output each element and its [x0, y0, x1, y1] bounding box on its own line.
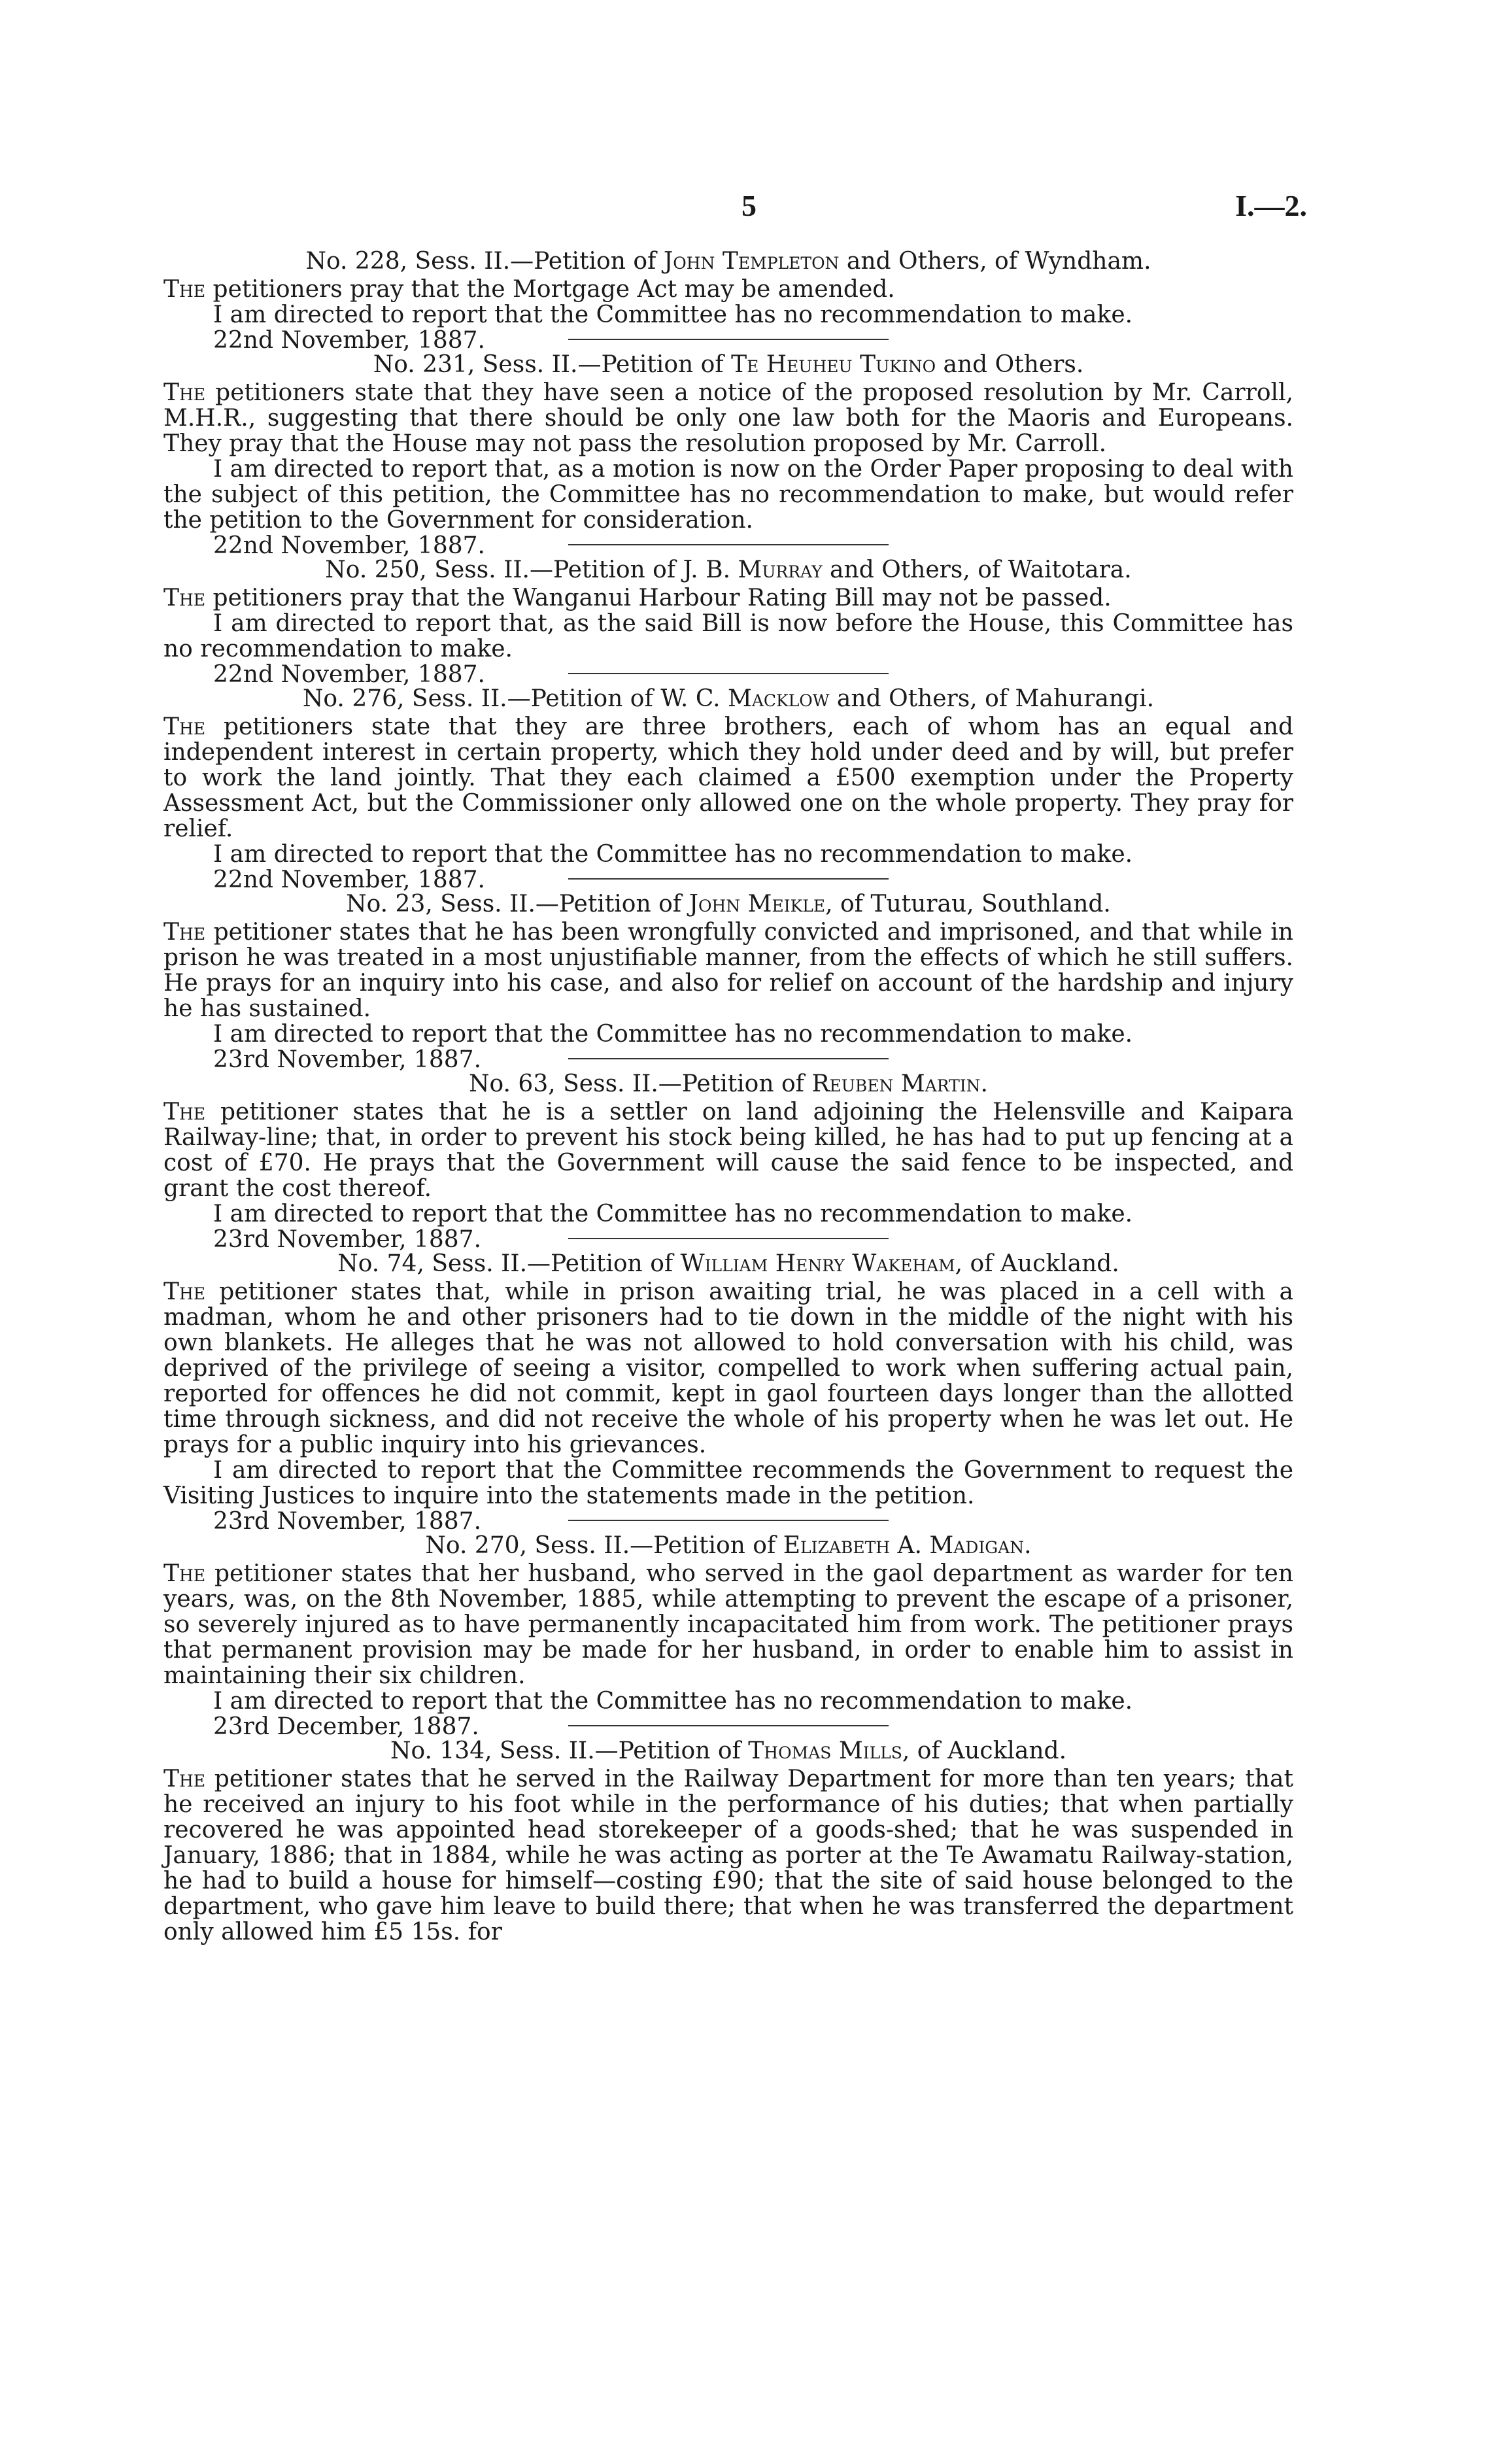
committee-report: I am directed to report that, as the said Bill is now before the House, this Committee has no recommendation to make.: [163, 610, 1293, 662]
report-date: 23rd November, 1887.: [213, 1508, 482, 1535]
petition-heading: No. 23, Sess. II.—Petition of John Meikle, of Tuturau, Southland.: [346, 891, 1111, 917]
document-reference: I.—2.: [1235, 189, 1307, 222]
separator-rule: [568, 1520, 889, 1521]
petition-text: The petitioner states that her husband, who served in the gaol department as warder for ten years, was, on the 8th November, 1885, while attempting to prevent the escape of a prisoner, so severely injured as to have permanently incapacitated him from work. The petitioner prays that permanent provision may be made for her husband, in order to enable him to assist in maintaining their six children.: [163, 1560, 1293, 1689]
separator-rule: [568, 1238, 889, 1239]
petition-heading: No. 270, Sess. II.—Petition of Elizabeth A. Madigan.: [425, 1532, 1032, 1559]
petition-text: The petitioner states that he has been wrongfully convicted and imprisoned, and that while in prison he was treated in a most unjustifiable manner, from the effects of which he still suffers. He prays for an inquiry into his case, and also for relief on account of the hardship and injury he has sustained.: [163, 919, 1293, 1022]
separator-rule: [568, 878, 889, 880]
report-date: 22nd November, 1887.: [213, 327, 485, 354]
petition-entry: [163, 891, 1293, 1073]
petition-entry: [163, 685, 1293, 893]
petition-entry: [163, 1070, 1293, 1253]
petition-heading: No. 231, Sess. II.—Petition of Te Heuheu Tukino and Others.: [373, 351, 1084, 378]
committee-report: I am directed to report that, as a motion is now on the Order Paper proposing to deal with the subject of this petition, the Committee has no recommendation to make, but would refer the petition to the Government for consideration.: [163, 456, 1293, 534]
report-date: 23rd November, 1887.: [213, 1226, 482, 1253]
petition-text: The petitioners state that they have seen a notice of the proposed resolution by Mr. Carroll, M.H.R., suggesting that there should be only one law both for the Maoris and Europeans. They pray that the House may not pass the resolution proposed by Mr. Carroll.: [163, 379, 1293, 457]
document-body: [163, 248, 1293, 1945]
report-date: 23rd December, 1887.: [213, 1713, 479, 1740]
petition-entry: [163, 1532, 1293, 1740]
petition-text: The petitioner states that, while in prison awaiting trial, he was placed in a cell with a madman, whom he and other prisoners had to tie down in the middle of the night with his own blankets. He alleges that he was not allowed to hold conversation with his child, was deprived of the privilege of seeing a visitor, compelled to work when suffering actual pain, reported for offences he did not commit, kept in gaol fourteen days longer than the allotted time through sickness, and did not receive the whole of his property when he was let out. He prays for a public inquiry into his grievances.: [163, 1278, 1293, 1458]
petition-entry: [163, 1738, 1293, 1945]
petition-heading: No. 63, Sess. II.—Petition of Reuben Martin.: [469, 1070, 988, 1097]
report-date: 22nd November, 1887.: [213, 866, 485, 893]
petition-entry: [163, 351, 1293, 559]
petition-text: The petitioners state that they are three brothers, each of whom has an equal and independent interest in certain property, which they hold under deed and by will, but prefer to work the land jointly. That they each claimed a £500 exemption under the Property Assessment Act, but the Commissioner only allowed one on the whole property. They pray for relief.: [163, 713, 1293, 842]
petition-text: The petitioner states that he served in the Railway Department for more than ten years; that he received an injury to his foot while in the performance of his duties; that when partially recovered he was appointed head storekeeper of a goods-shed; that he was suspended in January, 1886; that in 1884, while he was acting as porter at the Te Awamatu Railway-station, he had to build a house for himself—costing £90; that the site of said house belonged to the department, who gave him leave to build there; that when he was transferred the department only allowed him £5 15s. for: [163, 1766, 1293, 1945]
petition-entry: [163, 556, 1293, 688]
separator-rule: [568, 1725, 889, 1726]
committee-report: I am directed to report that the Committee has no recommendation to make.: [213, 841, 1133, 868]
petition-heading: No. 250, Sess. II.—Petition of J. B. Murray and Others, of Waitotara.: [325, 556, 1132, 583]
petition-heading: No. 276, Sess. II.—Petition of W. C. Macklow and Others, of Mahurangi.: [302, 685, 1155, 712]
committee-report: I am directed to report that the Committee has no recommendation to make.: [213, 1021, 1133, 1048]
petition-heading: No. 228, Sess. II.—Petition of John Templeton and Others, of Wyndham.: [305, 248, 1151, 275]
committee-report: I am directed to report that the Committee has no recommendation to make.: [213, 1201, 1133, 1227]
separator-rule: [568, 673, 889, 674]
petition-heading: No. 74, Sess. II.—Petition of William Henry Wakeham, of Auckland.: [337, 1250, 1119, 1277]
report-date: 22nd November, 1887.: [213, 661, 485, 688]
committee-report: I am directed to report that the Committee has no recommendation to make.: [213, 1688, 1133, 1715]
separator-rule: [568, 339, 889, 340]
report-date: 23rd November, 1887.: [213, 1046, 482, 1073]
separator-rule: [568, 1058, 889, 1059]
committee-report: I am directed to report that the Committee recommends the Government to request the Visiting Justices to inquire into the statements made in the petition.: [163, 1457, 1293, 1509]
petition-text: The petitioners pray that the Mortgage Act may be amended.: [163, 276, 895, 303]
petition-entry: [163, 1250, 1293, 1535]
page-number: 5: [741, 189, 757, 222]
report-date: 22nd November, 1887.: [213, 532, 485, 559]
petition-text: The petitioners pray that the Wanganui Harbour Rating Bill may not be passed.: [163, 585, 1112, 611]
committee-report: I am directed to report that the Committee has no recommendation to make.: [213, 301, 1133, 328]
petition-text: The petitioner states that he is a settler on land adjoining the Helensville and Kaipara Railway-line; that, in order to prevent his stock being killed, he has had to put up fencing at a cost of £70. He prays that the Government will cause the said fence to be inspected, and grant the cost thereof.: [163, 1099, 1293, 1202]
petition-entry: [163, 248, 1293, 354]
separator-rule: [568, 544, 889, 545]
petition-heading: No. 134, Sess. II.—Petition of Thomas Mills, of Auckland.: [390, 1737, 1067, 1764]
